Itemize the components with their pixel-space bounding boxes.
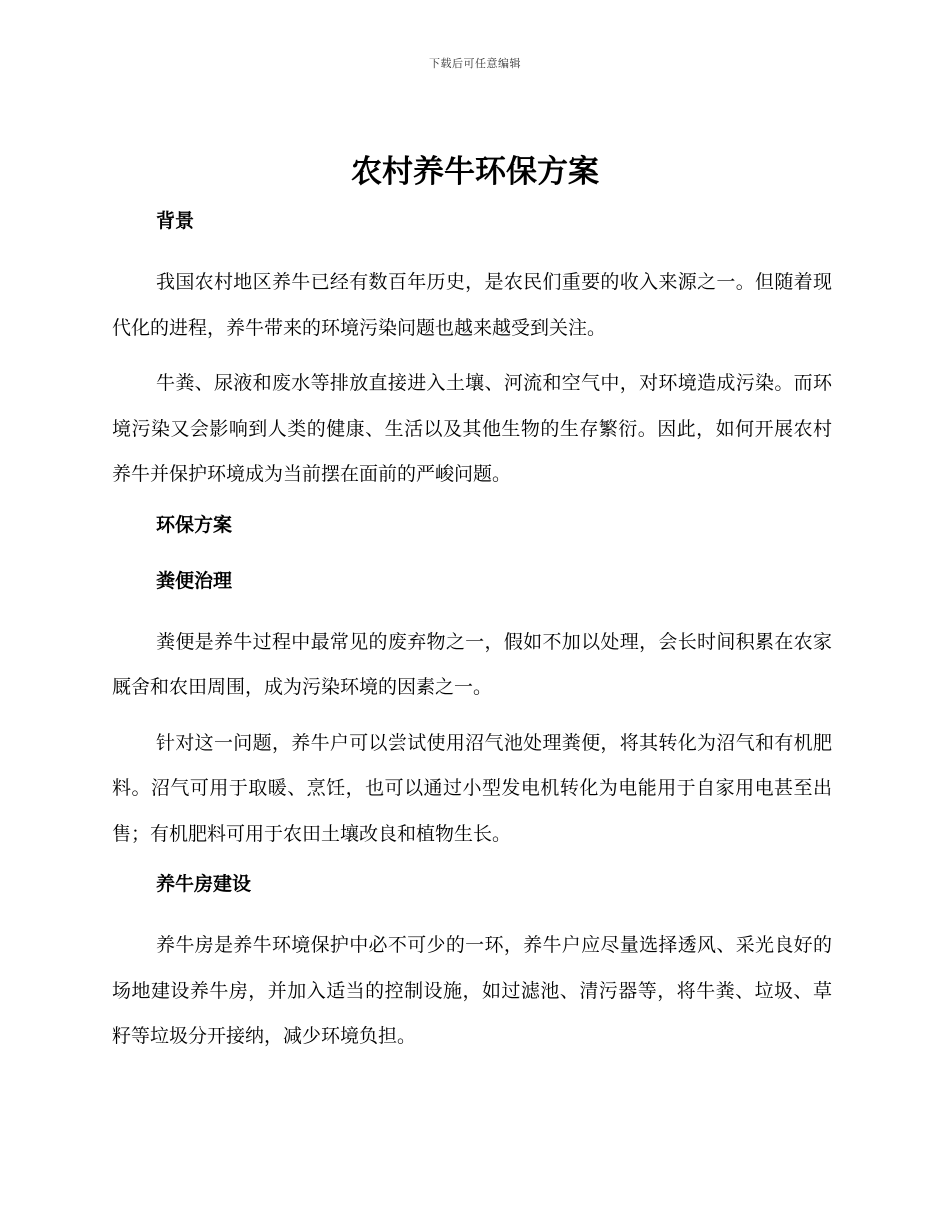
- section-heading-barn: 养牛房建设: [156, 873, 252, 895]
- section-heading-background: 背景: [156, 210, 195, 232]
- document-body: [112, 204, 832, 1060]
- document-title: 农村养牛环保方案: [351, 154, 599, 190]
- header-note: 下载后可任意编辑: [429, 57, 521, 70]
- paragraph-barn-1: 养牛房是养牛环境保护中必不可少的一环，养牛户应尽量选择透风、采光良好的场地建设养牛房，并加入适当的控制设施，如过滤池、清污器等，将牛粪、垃圾、草籽等垃圾分开接纳，减少环境负担。: [112, 934, 832, 1047]
- paragraph-background-2: 牛粪、尿液和废水等排放直接进入土壤、河流和空气中，对环境造成污染。而环境污染又会影响到人类的健康、生活以及其他生物的生存繁衍。因此，如何开展农村养牛并保护环境成为当前摆在面前的严峻问题。: [112, 372, 832, 485]
- paragraph-manure-2: 针对这一问题，养牛户可以尝试使用沼气池处理粪便，将其转化为沼气和有机肥料。沼气可用于取暖、烹饪，也可以通过小型发电机转化为电能用于自家用电甚至出售；有机肥料可用于农田土壤改良和植物生长。: [112, 731, 832, 845]
- section-heading-plan: 环保方案: [156, 513, 233, 536]
- paragraph-background-1: 我国农村地区养牛已经有数百年历史，是农民们重要的收入来源之一。但随着现代化的进程，养牛带来的环境污染问题也越来越受到关注。: [112, 271, 832, 339]
- section-heading-manure: 粪便治理: [156, 569, 233, 592]
- paragraph-manure-1: 粪便是养牛过程中最常见的废弃物之一，假如不加以处理，会长时间积累在农家厩舍和农田周围，成为污染环境的因素之一。: [112, 630, 832, 698]
